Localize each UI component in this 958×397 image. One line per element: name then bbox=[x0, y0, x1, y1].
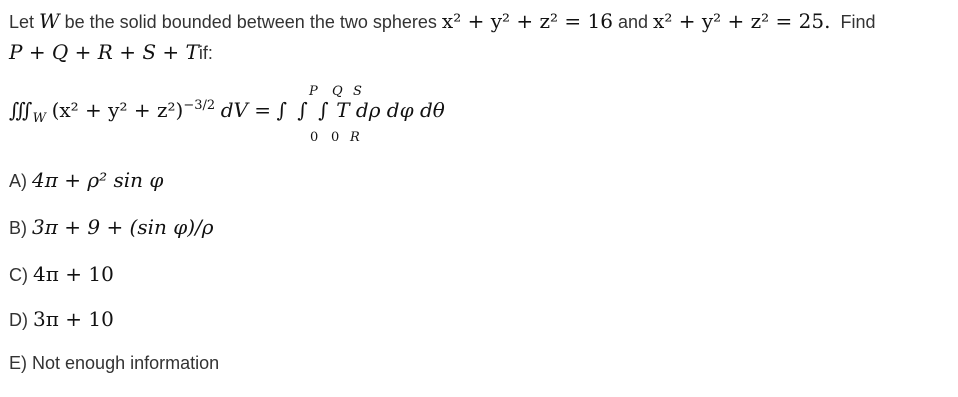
volume-element: dV = bbox=[220, 98, 272, 122]
upper-limit-2: Q bbox=[332, 84, 343, 99]
integrand-base: (x² + y² + z²) bbox=[51, 98, 184, 122]
choice-a[interactable] bbox=[9, 168, 163, 192]
let-word: Let bbox=[9, 12, 35, 32]
sphere-equation-2: x² + y² + z² = 25. bbox=[653, 9, 831, 33]
region-subscript: W bbox=[32, 111, 47, 126]
choice-e-label: E) bbox=[9, 353, 27, 373]
choice-b[interactable] bbox=[9, 215, 214, 239]
sum-expression: P + Q + R + S + T bbox=[9, 40, 199, 64]
choice-e[interactable] bbox=[9, 353, 219, 374]
if-word: if: bbox=[198, 43, 213, 63]
and-word: and bbox=[617, 12, 649, 32]
iterated-integral-symbols: ∫ ∫ ∫ bbox=[276, 98, 331, 122]
choice-b-label: B) bbox=[9, 218, 27, 238]
description-text: be the solid bounded between the two spheres bbox=[64, 12, 437, 32]
lower-limit-3: R bbox=[350, 130, 360, 145]
solid-variable: W bbox=[39, 9, 60, 33]
integral-equation bbox=[9, 84, 649, 150]
integrand-exponent: −3/2 bbox=[183, 98, 216, 113]
choice-c-expression: 4π + 10 bbox=[33, 262, 114, 286]
question-text bbox=[9, 6, 949, 68]
choice-e-text: Not enough information bbox=[32, 353, 220, 373]
sphere-equation-1: x² + y² + z² = 16 bbox=[441, 9, 613, 33]
choice-d-expression: 3π + 10 bbox=[33, 307, 114, 331]
lower-limit-2: 0 bbox=[331, 130, 340, 145]
choice-c-label: C) bbox=[9, 265, 28, 285]
choice-d-label: D) bbox=[9, 310, 28, 330]
find-word: Find bbox=[840, 12, 876, 32]
triple-integral-symbol: ∭ bbox=[9, 98, 33, 122]
choice-b-expression: 3π + 9 + (sin φ)/ρ bbox=[32, 215, 214, 239]
choice-c[interactable] bbox=[9, 262, 114, 286]
lower-limit-1: 0 bbox=[310, 130, 319, 145]
upper-limit-3: S bbox=[353, 84, 362, 99]
choice-d[interactable] bbox=[9, 307, 114, 331]
choice-a-label: A) bbox=[9, 171, 27, 191]
upper-limit-1: P bbox=[309, 84, 318, 99]
choice-a-expression: 4π + ρ² sin φ bbox=[32, 168, 164, 192]
iterated-integrand: T dρ dφ dθ bbox=[336, 98, 445, 122]
